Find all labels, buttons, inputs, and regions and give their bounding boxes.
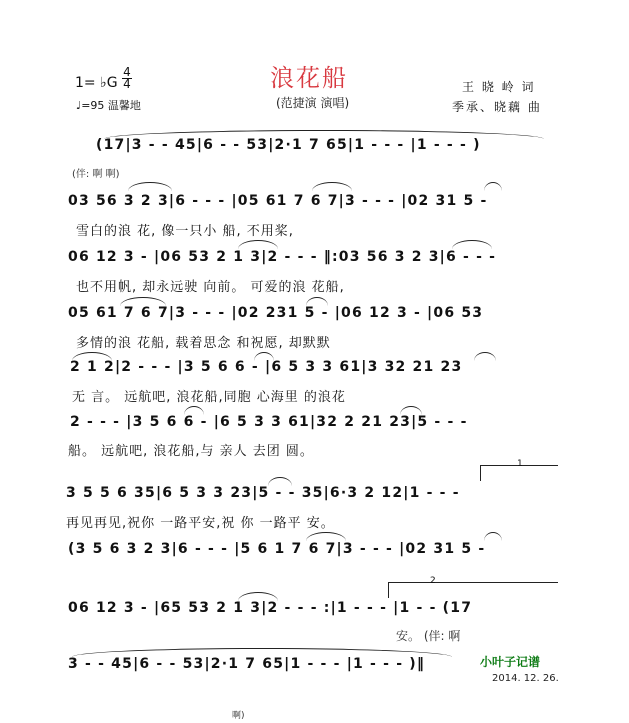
tie-arc: [238, 240, 278, 249]
lyric-line-4: 多情的浪 花船, 载着思念 和祝愿, 却默默: [76, 336, 331, 351]
tie-arc: [128, 182, 172, 191]
tie-arc: [484, 182, 502, 191]
time-signature: [122, 67, 132, 90]
lyric-line-2: 雪白的浪 花, 像一只小 船, 不用桨,: [76, 224, 294, 239]
notation-line-2: 03 56 3 2 3|6 - - - |05 61 7 6 7|3 - - - |02 31 5 -: [68, 193, 488, 209]
tie-arc: [484, 532, 502, 541]
volta-1-number: 1: [517, 459, 523, 469]
notation-line-7: 3 5 5 6 35|6 5 3 3 23|5 - - 35|6·3 2 12|1 - - -: [66, 485, 460, 501]
singer-subtitle: (范捷演 演唱): [276, 96, 350, 110]
composer-credit: 季承、晓藕 曲: [452, 100, 542, 114]
lyric-line-10: 啊): [232, 711, 245, 721]
key-signature: 1= ♭G: [75, 75, 118, 91]
lyric-line-6: 船。 远航吧, 浪花船,与 亲人 去团 圆。: [68, 444, 314, 459]
song-title: 浪花船: [270, 64, 348, 92]
notation-line-6: 2 - - - |3 5 6 6 - |6 5 3 3 61|32 2 21 23|5 - - -: [70, 414, 468, 430]
lyric-line-7: 再见再见,祝你 一路平安,祝 你 一路平 安。: [66, 516, 335, 531]
lyric-line-9: 安。 (伴: 啊: [396, 629, 461, 643]
volta-1-bracket-end: [480, 465, 481, 481]
notation-line-10: 3 - - 45|6 - - 53|2·1 7 65|1 - - - |1 - - - )‖: [68, 656, 426, 672]
transcription-date: 2014. 12. 26.: [492, 673, 559, 684]
time-signature-top: 4: [123, 65, 131, 79]
volta-2-number: 2: [430, 576, 436, 586]
lyric-line-5: 无 言。 远航吧, 浪花船,同胞 心海里 的浪花: [72, 390, 346, 405]
tie-arc: [474, 352, 496, 361]
notation-line-5: 2 1 2|2 - - - |3 5 6 6 - |6 5 3 3 61|3 32 21 23: [70, 359, 463, 375]
lyric-line-1: (伴: 啊 啊): [72, 169, 120, 180]
lyric-line-3: 也不用帆, 却永远驶 向前。 可爱的浪 花船,: [76, 280, 345, 295]
transcriber-brand: 小叶子记谱: [480, 655, 541, 669]
volta-2-bracket-end: [388, 582, 389, 598]
notation-line-8: (3 5 6 3 2 3|6 - - - |5 6 1 7 6 7|3 - - - |02 31 5 -: [68, 541, 486, 557]
tie-arc: [452, 240, 492, 249]
tempo-marking: ♩=95 温馨地: [76, 99, 141, 112]
notation-line-4: 05 61 7 6 7|3 - - - |02 231 5 - |06 12 3 - |06 53: [68, 305, 484, 321]
time-signature-bottom: 4: [123, 77, 131, 91]
notation-line-9: 06 12 3 - |65 53 2 1 3|2 - - - :|1 - - - |1 - - (17: [68, 600, 473, 616]
tie-arc: [312, 182, 352, 191]
volta-2-bracket: [388, 582, 558, 583]
notation-line-1: (17|3 - - 45|6 - - 53|2·1 7 65|1 - - - |1 - - - ): [96, 137, 481, 153]
lyricist-credit: 王 晓 岭 词: [462, 80, 536, 94]
notation-line-3: 06 12 3 - |06 53 2 1 3|2 - - - ‖:03 56 3 2 3|6 - - -: [68, 249, 497, 265]
tie-arc: [306, 532, 346, 541]
